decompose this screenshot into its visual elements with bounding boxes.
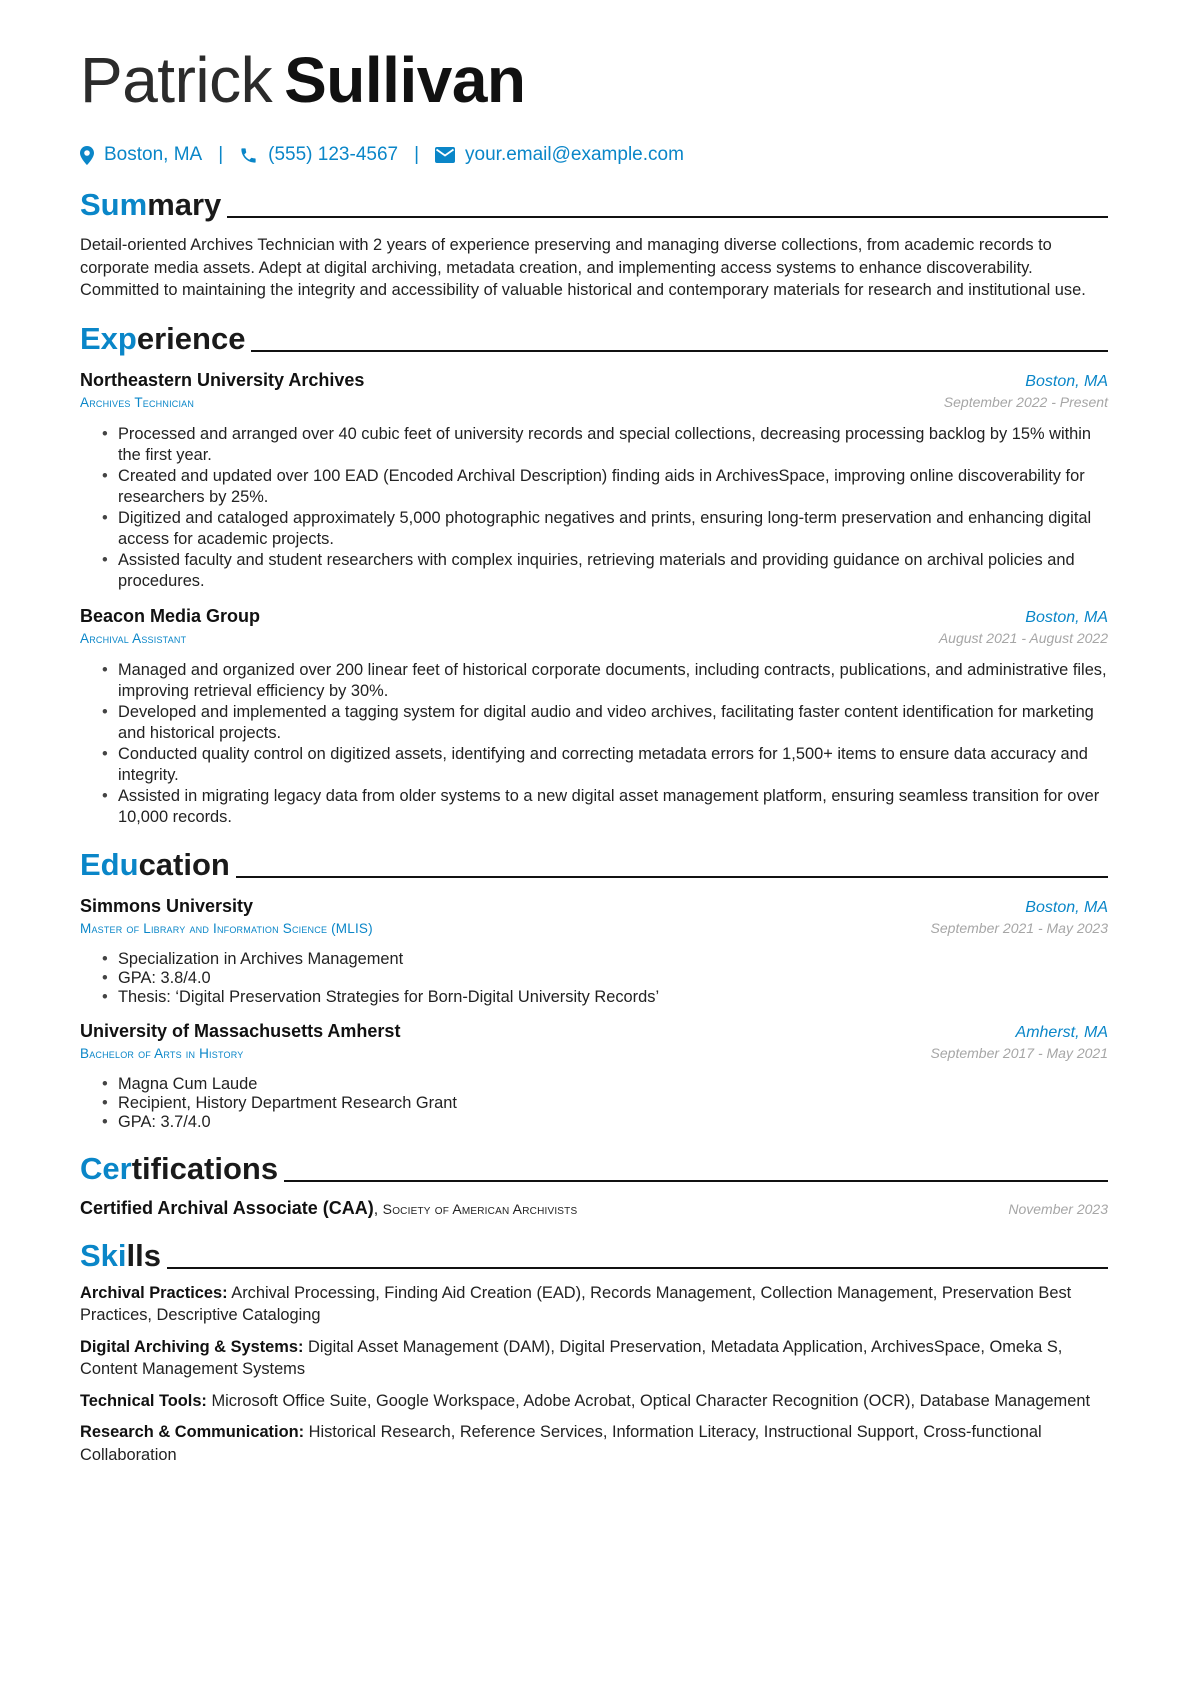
school-dates: September 2021 - May 2023 xyxy=(930,919,1108,936)
skill-text: Microsoft Office Suite, Google Workspace, Adobe Acrobat, Optical Character Recognition (OCR), Database Management xyxy=(211,1391,1090,1410)
bullet-item: • Conducted quality control on digitized assets, identifying and correcting metadata errors for 1,500+ items to ensure data accuracy and integrity. xyxy=(102,744,1108,786)
employer-name: Beacon Media Group xyxy=(80,605,261,626)
skill-text: Historical Research, Reference Services, Information Literacy, Instructional Support, Cross-functional Collaboration xyxy=(80,1423,1042,1464)
summary-text: Detail-oriented Archives Technician with 2 years of experience preserving and managing diverse collections, from academic records to corporate media assets. Adept at digital archiving, metadata creation, and implementing access systems to enhance discoverability. Committed to maintaining the integrity and accessibility of valuable historical and contemporary materials for research and institutional use. xyxy=(80,236,1086,299)
phone-icon xyxy=(239,146,258,165)
skill-group xyxy=(80,1421,1108,1466)
bullet-item: • Specialization in Archives Management xyxy=(102,950,1108,969)
skill-label: Technical Tools: xyxy=(80,1391,207,1410)
section-title: Certifications xyxy=(80,1150,279,1186)
school-dates: September 2017 - May 2021 xyxy=(930,1044,1108,1061)
phone-item[interactable] xyxy=(239,144,398,166)
skill-label: Archival Practices: xyxy=(80,1283,228,1302)
degree-title: Bachelor of Arts in History xyxy=(80,1045,244,1061)
job-title: Archival Assistant xyxy=(80,630,187,646)
certification-issuer: Society of American Archivists xyxy=(382,1200,578,1217)
job-entry xyxy=(80,370,1108,592)
school-name: University of Massachusetts Amherst xyxy=(80,1020,401,1041)
school-location: Amherst, MA xyxy=(1015,1023,1108,1041)
job-location: Boston, MA xyxy=(1025,608,1108,626)
section-title: Experience xyxy=(80,320,246,356)
certification-name: Certified Archival Associate (CAA) xyxy=(80,1197,374,1218)
job-bullets xyxy=(80,660,1108,828)
job-dates: September 2022 - Present xyxy=(943,393,1108,410)
phone-text: (555) 123-4567 xyxy=(268,144,399,165)
section-rule xyxy=(284,1180,1108,1182)
bullet-item: • Assisted in migrating legacy data from older systems to a new digital asset management platform, ensuring seamless transition for over 10,000 records. xyxy=(102,786,1108,828)
education-heading xyxy=(80,842,1108,882)
bullet-item: • Digitized and cataloged approximately 5,000 photographic negatives and prints, ensuring long-term preservation and enhancing digital access for academic projects. xyxy=(102,508,1108,550)
bullet-item: • Assisted faculty and student researchers with complex inquiries, retrieving materials and providing guidance on archival policies and procedures. xyxy=(102,550,1108,592)
section-rule xyxy=(251,350,1108,352)
bullet-item: • GPA: 3.7/4.0 xyxy=(102,1113,1108,1132)
map-pin-icon xyxy=(80,146,94,165)
section-rule xyxy=(236,876,1108,878)
section-title: Education xyxy=(80,846,230,882)
education-bullets xyxy=(80,950,1108,1007)
job-bullets xyxy=(80,424,1108,592)
education-bullets xyxy=(80,1075,1108,1132)
experience-heading xyxy=(80,316,1108,356)
skill-label: Research & Communication: xyxy=(80,1423,305,1441)
summary-heading xyxy=(80,182,1108,222)
degree-title: Master of Library and Information Science (MLIS) xyxy=(80,920,373,936)
section-title: Skills xyxy=(80,1237,161,1273)
location-item xyxy=(80,144,202,166)
bullet-item: • Magna Cum Laude xyxy=(102,1075,1108,1094)
skill-group xyxy=(80,1282,1108,1327)
skills-heading xyxy=(80,1233,1108,1273)
contact-separator: | xyxy=(414,144,420,165)
last-name: Sullivan xyxy=(284,44,526,116)
education-entry xyxy=(80,896,1108,1007)
certification-comma: , xyxy=(373,1200,379,1218)
skill-text: Archival Processing, Finding Aid Creation (EAD), Records Management, Collection Management, Preservation Best Practices, Descriptive Cataloging xyxy=(80,1283,1072,1324)
certification-date: November 2023 xyxy=(1008,1200,1108,1217)
bullet-item: • Recipient, History Department Research Grant xyxy=(102,1094,1108,1113)
skill-text: Digital Asset Management (DAM), Digital Preservation, Metadata Application, ArchivesSpace, Omeka S, Content Management Systems xyxy=(80,1337,1063,1378)
section-rule xyxy=(167,1267,1108,1269)
contact-separator: | xyxy=(218,144,224,165)
section-rule xyxy=(227,216,1108,218)
bullet-item: • Managed and organized over 200 linear feet of historical corporate documents, including contracts, publications, and administrative files, improving retrieval efficiency by 30%. xyxy=(102,660,1108,702)
email-item[interactable] xyxy=(435,144,684,166)
job-title: Archives Technician xyxy=(80,394,195,410)
section-title: Summary xyxy=(80,187,222,222)
school-name: Simmons University xyxy=(80,895,254,916)
certifications-heading xyxy=(80,1146,1108,1186)
bullet-item: • GPA: 3.8/4.0 xyxy=(102,969,1108,988)
employer-name: Northeastern University Archives xyxy=(80,369,365,390)
bullet-item: • Thesis: ‘Digital Preservation Strategies for Born-Digital University Records’ xyxy=(102,988,1108,1007)
job-location: Boston, MA xyxy=(1025,372,1108,390)
job-dates: August 2021 - August 2022 xyxy=(938,629,1108,646)
school-location: Boston, MA xyxy=(1025,898,1108,916)
location-text: Boston, MA xyxy=(104,144,203,165)
contact-line xyxy=(80,142,1108,168)
certification-entry xyxy=(80,1198,1108,1219)
bullet-item: • Developed and implemented a tagging system for digital audio and video archives, facilitating faster content identification for marketing and historical projects. xyxy=(102,702,1108,744)
candidate-name xyxy=(80,44,1108,116)
email-link: your.email@example.com xyxy=(465,144,684,165)
skill-group xyxy=(80,1390,1108,1413)
skill-label: Digital Archiving & Systems: xyxy=(80,1337,304,1356)
bullet-item: • Created and updated over 100 EAD (Encoded Archival Description) finding aids in ArchivesSpace, improving online discoverability for researchers by 25%. xyxy=(102,466,1108,508)
first-name: Patrick xyxy=(80,44,273,116)
skill-group xyxy=(80,1336,1108,1381)
education-entry xyxy=(80,1021,1108,1132)
bullet-item: • Processed and arranged over 40 cubic feet of university records and special collections, decreasing processing backlog by 15% within the first year. xyxy=(102,424,1108,466)
job-entry xyxy=(80,606,1108,828)
envelope-icon xyxy=(435,147,455,163)
